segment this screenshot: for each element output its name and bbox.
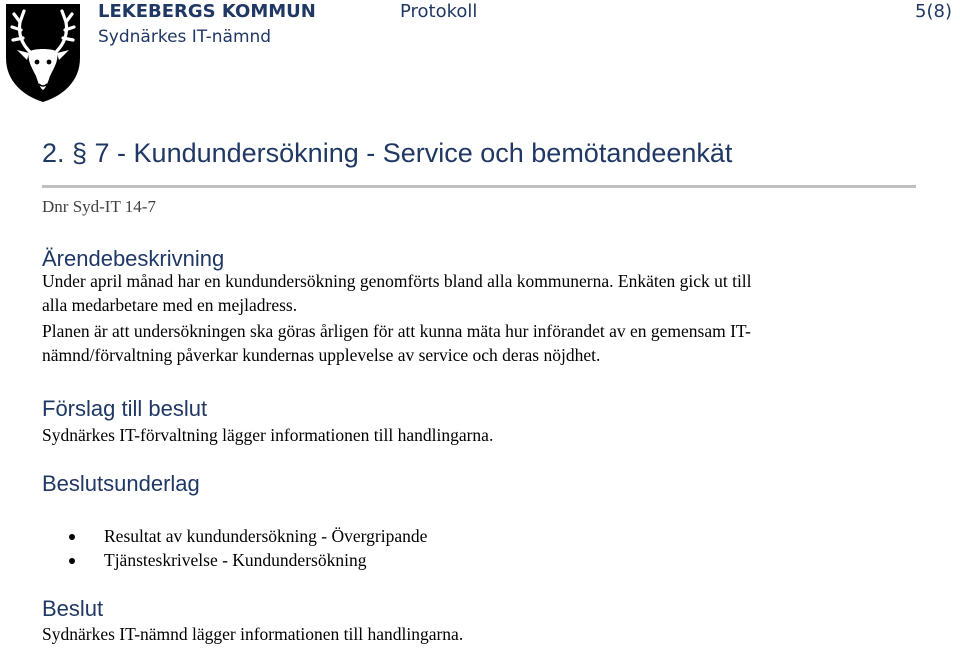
coat-of-arms-logo xyxy=(2,0,84,104)
arendebeskrivning-line: Under april månad har en kundundersökning genomförts bland alla kommunerna. Enkäten gick ut till xyxy=(42,271,752,291)
arendebeskrivning-line: Planen är att undersökningen ska göras årligen för att kunna mäta hur införandet av en gemensam IT- xyxy=(42,321,751,341)
header-doc-type: Protokoll xyxy=(400,1,478,22)
arendebeskrivning-line: alla medarbetare med en mejladress. xyxy=(42,295,298,315)
heading-forslag-till-beslut: Förslag till beslut xyxy=(42,396,208,421)
heading-beslut: Beslut xyxy=(42,596,104,621)
list-item-text: Tjänsteskrivelse - Kundundersökning xyxy=(104,550,367,570)
heading-arendebeskrivning: Ärendebeskrivning xyxy=(42,246,225,271)
arendebeskrivning-line: nämnd/förvaltning påverkar kundernas upplevelse av service och deras nöjdhet. xyxy=(42,345,601,365)
dnr-reference: Dnr Syd-IT 14-7 xyxy=(42,197,156,216)
list-item-text: Resultat av kundundersökning - Övergripande xyxy=(104,526,428,546)
forslag-text: Sydnärkes IT-förvaltning lägger informationen till handlingarna. xyxy=(42,425,494,445)
header-unit: Sydnärkes IT-nämnd xyxy=(98,27,272,47)
heading-beslutsunderlag: Beslutsunderlag xyxy=(42,471,200,496)
title-divider xyxy=(42,185,916,188)
bullet-icon xyxy=(69,558,75,564)
section-title: 2. § 7 - Kundundersökning - Service och bemötandeenkät xyxy=(42,138,733,168)
bullet-icon xyxy=(69,534,75,540)
beslut-text: Sydnärkes IT-nämnd lägger informationen till handlingarna. xyxy=(42,624,464,644)
header-organization: LEKEBERGS KOMMUN xyxy=(98,1,316,22)
header-page-number: 5(8) xyxy=(915,1,952,22)
